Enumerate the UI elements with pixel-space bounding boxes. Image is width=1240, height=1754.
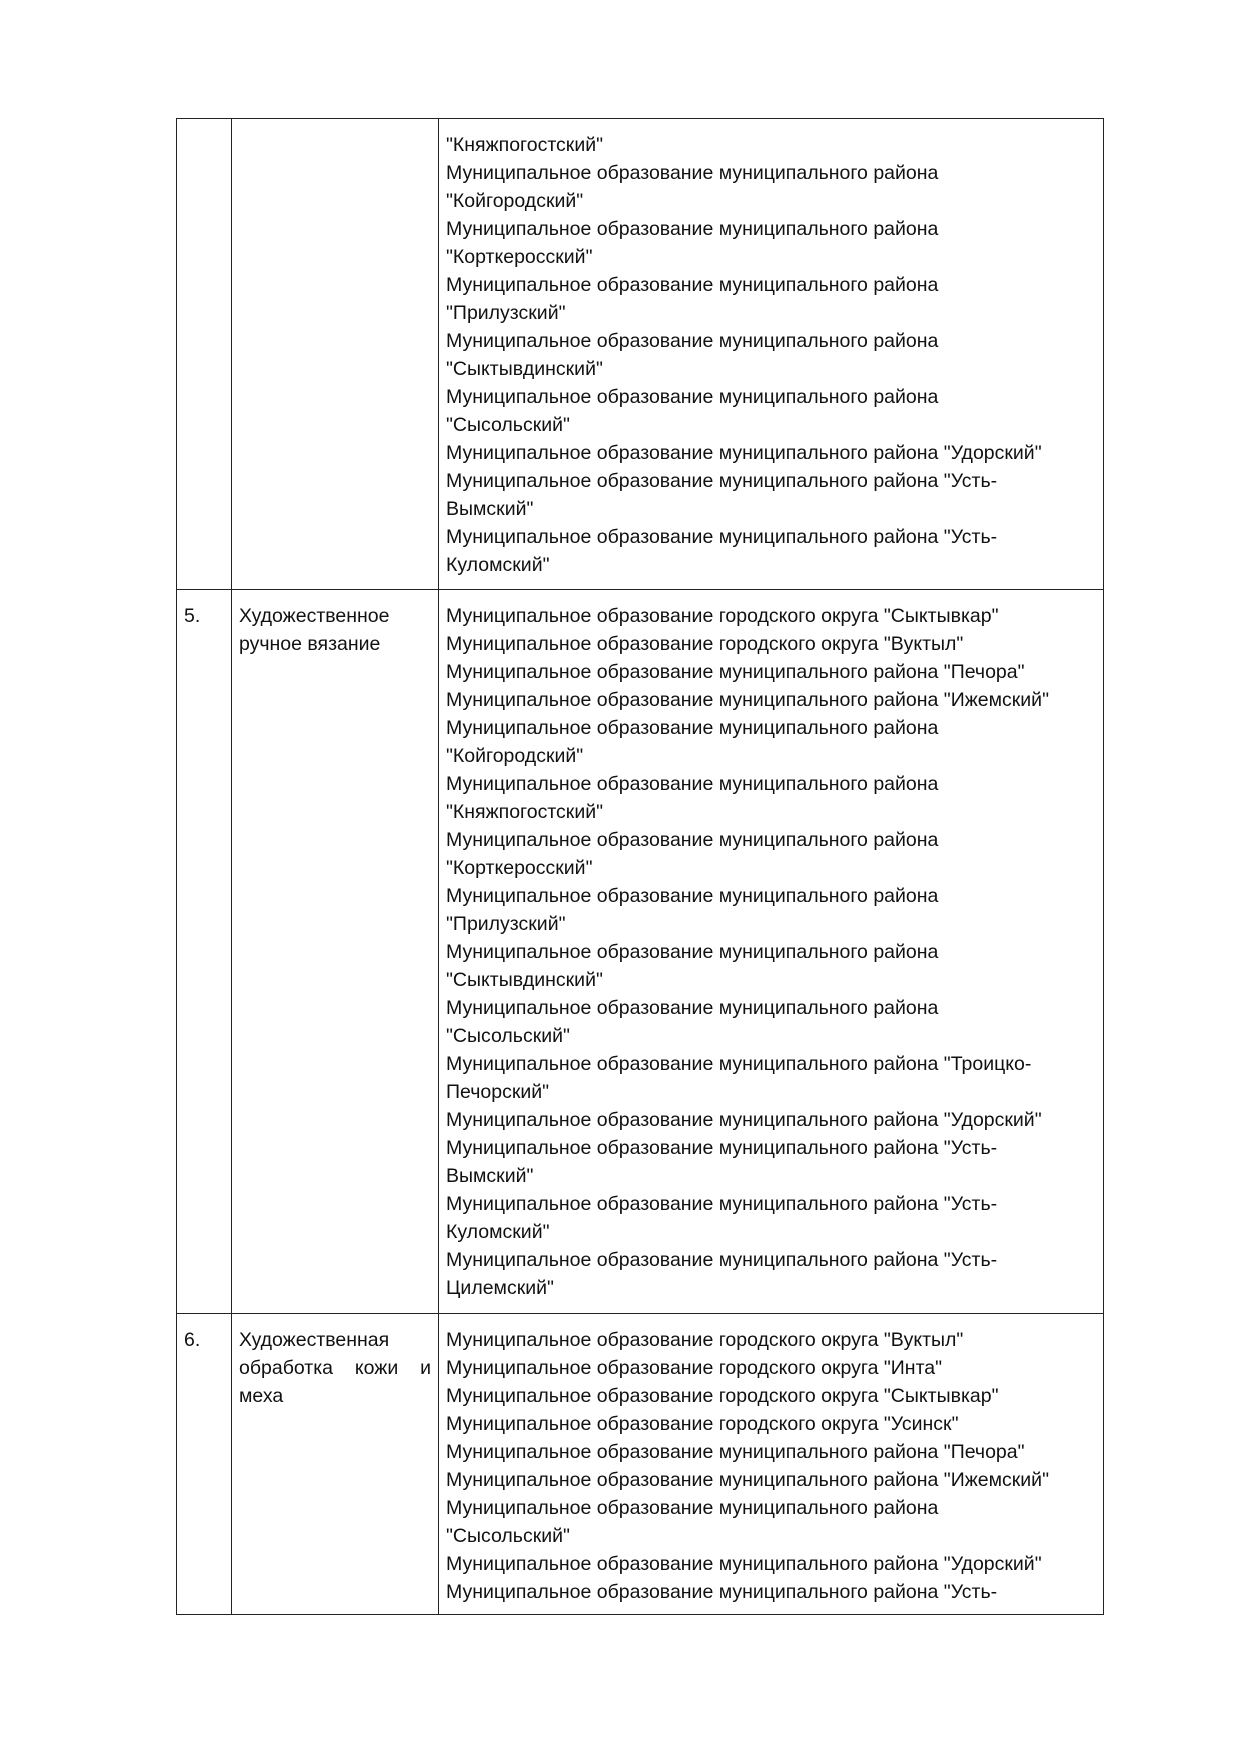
municipality-line: Муниципальное образование муниципального района "Печора" <box>446 661 1025 683</box>
municipality-line: Муниципальное образование муниципального района <box>446 330 939 352</box>
craft-name-line: обработка кожи и <box>239 1357 431 1379</box>
craft-name <box>232 590 439 1314</box>
municipality-line: Муниципальное образование муниципального района <box>446 162 939 184</box>
municipality-line: "Сысольский" <box>446 1525 570 1547</box>
craft-name-line: меха <box>239 1385 284 1407</box>
municipality-line: "Корткеросский" <box>446 857 593 879</box>
municipality-line: Муниципальное образование муниципального района <box>446 717 939 739</box>
municipalities-cell <box>439 590 1104 1314</box>
municipality-line: "Сыктывдинский" <box>446 969 603 991</box>
municipality-line: "Койгородский" <box>446 190 584 212</box>
municipality-line: Муниципальное образование муниципального района <box>446 218 939 240</box>
municipality-line: "Княжпогостский" <box>446 134 604 156</box>
municipality-line: Муниципальное образование муниципального района <box>446 773 939 795</box>
municipality-line: "Прилузский" <box>446 302 566 324</box>
municipality-line: "Княжпогостский" <box>446 801 604 823</box>
municipality-line: Муниципальное образование муниципального района <box>446 829 939 851</box>
craft-name <box>232 1314 439 1615</box>
municipality-line: "Прилузский" <box>446 913 566 935</box>
municipality-line: Куломский" <box>446 554 550 576</box>
municipality-line: Муниципальное образование муниципального района <box>446 885 939 907</box>
municipality-line: Муниципальное образование муниципального района "Усть- <box>446 1137 998 1159</box>
municipality-line: Муниципальное образование городского округа "Инта" <box>446 1357 943 1379</box>
craft-name-line: ручное вязание <box>239 633 381 655</box>
municipality-line: Муниципальное образование городского округа "Усинск" <box>446 1413 959 1435</box>
municipality-line: Муниципальное образование городского округа "Вуктыл" <box>446 633 964 655</box>
municipality-line: Муниципальное образование муниципального района <box>446 941 939 963</box>
municipality-line: Муниципальное образование муниципального района "Ижемский" <box>446 689 1049 711</box>
municipality-line: "Корткеросский" <box>446 246 593 268</box>
row-number: 6. <box>177 1314 232 1615</box>
municipality-line: Вымский" <box>446 1165 534 1187</box>
municipality-line: Муниципальное образование муниципального района "Удорский" <box>446 1553 1042 1575</box>
craft-name-line: Художественная <box>239 1329 390 1351</box>
municipality-line: Муниципальное образование городского округа "Вуктыл" <box>446 1329 964 1351</box>
municipality-line: Куломский" <box>446 1221 550 1243</box>
municipality-line: Муниципальное образование муниципального района "Усть- <box>446 526 998 548</box>
municipality-line: Муниципальное образование муниципального района <box>446 274 939 296</box>
row-number <box>177 119 232 590</box>
municipality-line: Муниципальное образование муниципального района "Усть- <box>446 470 998 492</box>
municipality-line: "Сысольский" <box>446 414 570 436</box>
municipality-line: Муниципальное образование муниципального района <box>446 386 939 408</box>
municipality-line: Муниципальное образование муниципального района <box>446 997 939 1019</box>
municipality-line: Муниципальное образование городского округа "Сыктывкар" <box>446 1385 999 1407</box>
municipality-line: Муниципальное образование муниципального района "Усть- <box>446 1249 998 1271</box>
municipality-line: Муниципальное образование муниципального района <box>446 1497 939 1519</box>
municipality-line: "Койгородский" <box>446 745 584 767</box>
craft-name <box>232 119 439 590</box>
crafts-municipalities-table <box>176 118 1104 1615</box>
municipality-line: Муниципальное образование муниципального района "Печора" <box>446 1441 1025 1463</box>
municipality-line: "Сыктывдинский" <box>446 358 603 380</box>
municipality-line: Вымский" <box>446 498 534 520</box>
municipality-line: Муниципальное образование муниципального района "Удорский" <box>446 1109 1042 1131</box>
municipality-line: Муниципальное образование муниципального района "Ижемский" <box>446 1469 1049 1491</box>
municipality-line: Муниципальное образование муниципального района "Усть- <box>446 1193 998 1215</box>
municipality-line: Цилемский" <box>446 1277 554 1299</box>
municipalities-cell <box>439 119 1104 590</box>
municipality-line: Муниципальное образование муниципального района "Троицко- <box>446 1053 1032 1075</box>
table-row <box>177 1314 1104 1615</box>
craft-name-line: Художественное <box>239 605 390 627</box>
municipality-line: Муниципальное образование муниципального района "Усть- <box>446 1581 998 1603</box>
municipality-line: "Сысольский" <box>446 1025 570 1047</box>
row-number: 5. <box>177 590 232 1314</box>
table-row <box>177 119 1104 590</box>
municipality-line: Муниципальное образование городского округа "Сыктывкар" <box>446 605 999 627</box>
municipalities-cell <box>439 1314 1104 1615</box>
table-row <box>177 590 1104 1314</box>
municipality-line: Муниципальное образование муниципального района "Удорский" <box>446 442 1042 464</box>
municipality-line: Печорский" <box>446 1081 550 1103</box>
